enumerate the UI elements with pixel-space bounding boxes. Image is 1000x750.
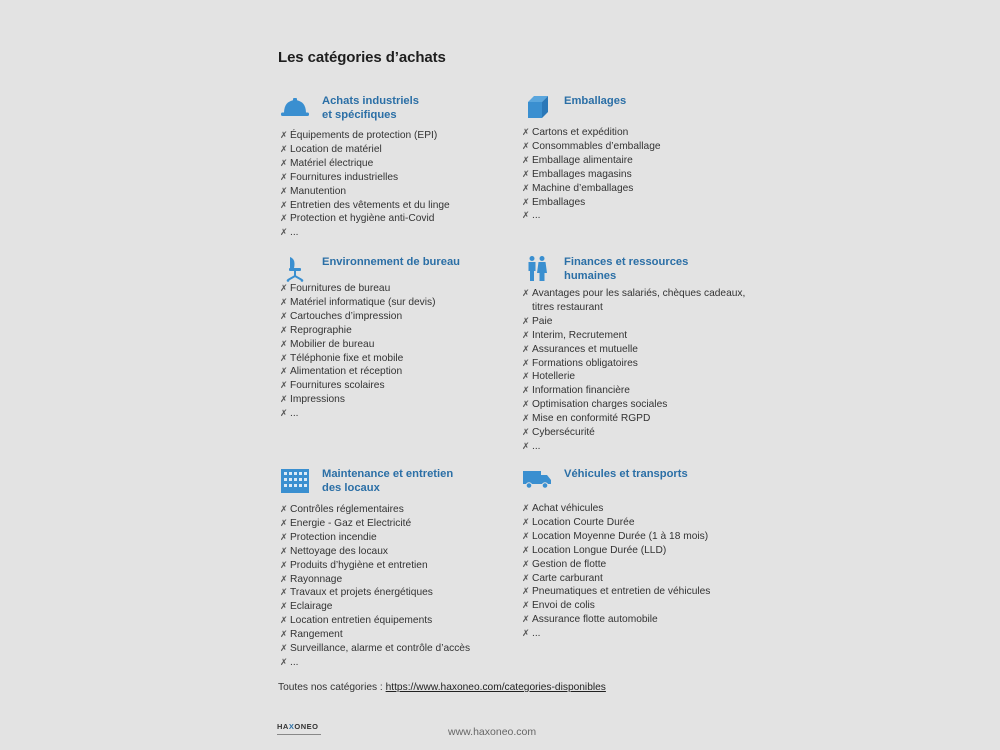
section-vehicules-transports: [522, 467, 757, 641]
item-list: [522, 502, 757, 641]
list-item: ✗ Avantages pour les salariés, chèques cadeaux, titres restaurant: [522, 287, 757, 315]
box-icon: [522, 94, 552, 122]
list-item: ✗ ...: [280, 226, 515, 240]
section-achats-industriels: [280, 94, 515, 240]
list-item: ✗ Assurances et mutuelle: [522, 343, 757, 357]
list-item: ✗ Alimentation et réception: [280, 365, 515, 379]
list-item: ✗ ...: [522, 440, 757, 454]
item-list: [280, 129, 515, 240]
list-item: ✗ Location entretien équipements: [280, 614, 515, 628]
list-item: ✗ Location Courte Durée: [522, 516, 757, 530]
list-item: ✗ Gestion de flotte: [522, 558, 757, 572]
list-item: ✗ Cartouches d’impression: [280, 310, 515, 324]
page-title: Les catégories d’achats: [278, 49, 446, 66]
section-environnement-bureau: [280, 255, 515, 421]
haxoneo-logo: HAXONEO: [277, 722, 319, 731]
categories-link[interactable]: https://www.haxoneo.com/categories-disponibles: [385, 682, 606, 693]
list-item: ✗ Paie: [522, 315, 757, 329]
list-item: ✗ ...: [280, 407, 515, 421]
list-item: ✗ Produits d’hygiène et entretien: [280, 559, 515, 573]
section-title: Emballages: [564, 95, 627, 107]
list-item: ✗ Matériel informatique (sur devis): [280, 296, 515, 310]
list-item: ✗ Nettoyage des locaux: [280, 545, 515, 559]
list-item: ✗ Équipements de protection (EPI): [280, 129, 515, 143]
building-icon: [280, 467, 310, 495]
item-list: [522, 287, 757, 454]
list-item: ✗ Emballage alimentaire: [522, 154, 757, 168]
list-item: ✗ Assurance flotte automobile: [522, 613, 757, 627]
list-item: ✗ Cybersécurité: [522, 426, 757, 440]
section-title: Achats industriels et spécifiques: [322, 95, 419, 121]
list-item: ✗ Formations obligatoires: [522, 357, 757, 371]
logo-underline: [277, 734, 321, 735]
site-url: www.haxoneo.com: [448, 726, 537, 738]
document-page: [250, 0, 750, 750]
list-item: ✗ Impressions: [280, 393, 515, 407]
section-title: Véhicules et transports: [564, 468, 688, 480]
list-item: ✗ Information financière: [522, 384, 757, 398]
list-item: ✗ Energie - Gaz et Electricité: [280, 517, 515, 531]
list-item: ✗ Cartons et expédition: [522, 126, 757, 140]
list-item: ✗ Eclairage: [280, 600, 515, 614]
list-item: ✗ Carte carburant: [522, 572, 757, 586]
list-item: ✗ Emballages: [522, 196, 757, 210]
list-item: ✗ Surveillance, alarme et contrôle d’accès: [280, 642, 515, 656]
office-chair-icon: [280, 255, 310, 283]
footer-categories: Toutes nos catégories : https://www.haxoneo.com/categories-disponibles: [278, 682, 606, 693]
list-item: ✗ Envoi de colis: [522, 599, 757, 613]
item-list: [280, 503, 515, 670]
list-item: ✗ Entretien des vêtements et du linge: [280, 199, 515, 213]
list-item: ✗ Consommables d’emballage: [522, 140, 757, 154]
list-item: ✗ Achat véhicules: [522, 502, 757, 516]
list-item: ✗ Interim, Recrutement: [522, 329, 757, 343]
people-icon: [522, 255, 552, 283]
list-item: ✗ Téléphonie fixe et mobile: [280, 352, 515, 366]
list-item: ✗ Emballages magasins: [522, 168, 757, 182]
list-item: ✗ Fournitures scolaires: [280, 379, 515, 393]
section-title: Environnement de bureau: [322, 256, 461, 268]
list-item: ✗ Matériel électrique: [280, 157, 515, 171]
list-item: ✗ Mobilier de bureau: [280, 338, 515, 352]
list-item: ✗ Location Longue Durée (LLD): [522, 544, 757, 558]
list-item: ✗ Optimisation charges sociales: [522, 398, 757, 412]
list-item: ✗ Mise en conformité RGPD: [522, 412, 757, 426]
list-item: ✗ ...: [522, 209, 757, 223]
section-title: Finances et ressources humaines: [564, 256, 689, 282]
list-item: ✗ Machine d’emballages: [522, 182, 757, 196]
list-item: ✗ Fournitures industrielles: [280, 171, 515, 185]
list-item: ✗ Manutention: [280, 185, 515, 199]
section-finances-rh: [522, 255, 757, 454]
item-list: [522, 126, 757, 223]
list-item: ✗ Contrôles réglementaires: [280, 503, 515, 517]
list-item: ✗ Location de matériel: [280, 143, 515, 157]
list-item: ✗ Rangement: [280, 628, 515, 642]
list-item: ✗ Location Moyenne Durée (1 à 18 mois): [522, 530, 757, 544]
list-item: ✗ ...: [522, 627, 757, 641]
item-list: [280, 282, 515, 421]
list-item: ✗ ...: [280, 656, 515, 670]
hard-hat-icon: [280, 94, 310, 122]
section-maintenance-locaux: [280, 467, 515, 670]
list-item: ✗ Protection incendie: [280, 531, 515, 545]
list-item: ✗ Travaux et projets énergétiques: [280, 586, 515, 600]
list-item: ✗ Protection et hygiène anti-Covid: [280, 212, 515, 226]
section-title: Maintenance et entretien des locaux: [322, 468, 454, 494]
list-item: ✗ Pneumatiques et entretien de véhicules: [522, 585, 757, 599]
list-item: ✗ Reprographie: [280, 324, 515, 338]
list-item: ✗ Fournitures de bureau: [280, 282, 515, 296]
list-item: ✗ Hotellerie: [522, 370, 757, 384]
truck-icon: [522, 467, 552, 495]
list-item: ✗ Rayonnage: [280, 573, 515, 587]
section-emballages: [522, 94, 757, 223]
